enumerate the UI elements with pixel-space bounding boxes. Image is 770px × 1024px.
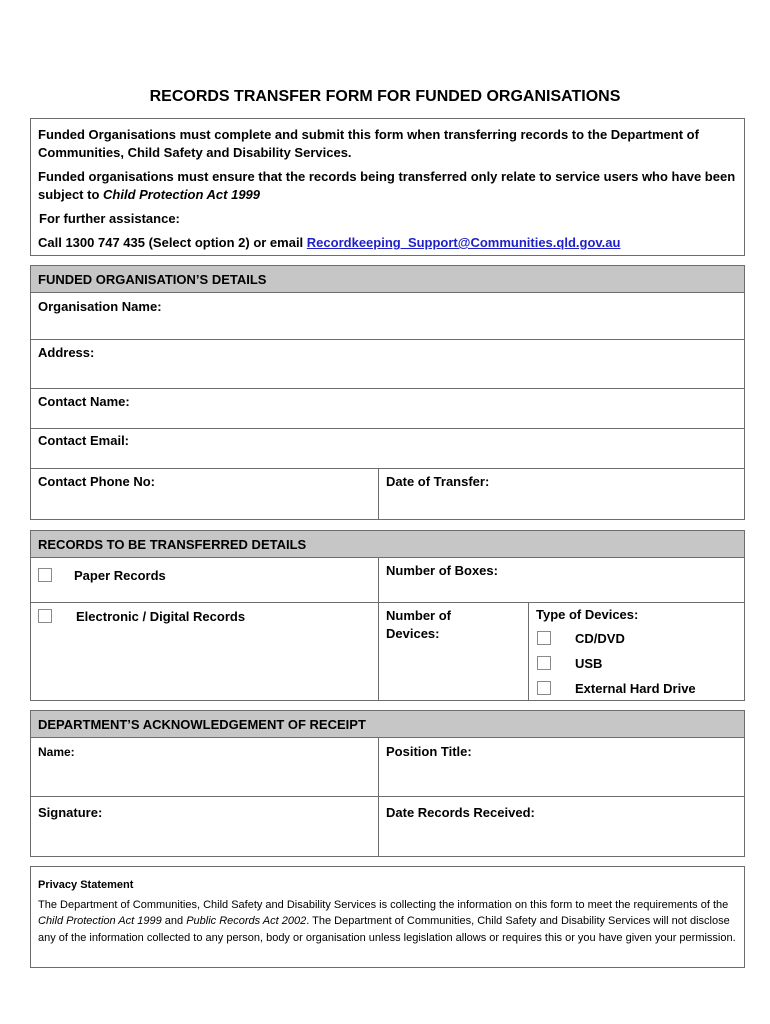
number-of-devices-label-line2: Devices: [386, 626, 440, 641]
support-email-link[interactable]: Recordkeeping_Support@Communities.qld.gov.au [306, 235, 621, 250]
signature-field[interactable] [30, 796, 379, 857]
date-of-transfer-label: Date of Transfer: [386, 474, 490, 489]
cd-dvd-checkbox[interactable] [537, 631, 551, 645]
date-records-received-label: Date Records Received: [386, 805, 535, 820]
privacy-text-part-2: and [161, 915, 187, 927]
external-hard-drive-label: External Hard Drive [575, 681, 696, 696]
assistance-label: For further assistance: [39, 211, 180, 226]
intro-box [30, 118, 745, 256]
usb-checkbox[interactable] [537, 656, 551, 670]
contact-line [38, 234, 737, 252]
privacy-text [38, 897, 737, 947]
org-name-field[interactable] [30, 292, 745, 340]
form-title: RECORDS TRANSFER FORM FOR FUNDED ORGANISATIONS [149, 88, 621, 105]
contact-phone-field[interactable] [30, 468, 379, 520]
date-of-transfer-field[interactable] [378, 468, 745, 520]
paper-records-checkbox[interactable] [38, 568, 52, 582]
contact-email-label: Contact Email: [38, 433, 130, 448]
external-hard-drive-checkbox[interactable] [537, 681, 551, 695]
intro-act-name: Child Protection Act 1999 [103, 187, 261, 202]
intro-paragraph-2-text: Funded organisations must ensure that the records being transferred only relate to service users who have been subject to [38, 169, 736, 202]
section-heading-ack: DEPARTMENT’S ACKNOWLEDGEMENT OF RECEIPT [30, 710, 745, 738]
cd-dvd-label: CD/DVD [575, 631, 625, 646]
position-title-field[interactable] [378, 737, 745, 797]
electronic-records-label: Electronic / Digital Records [76, 609, 246, 624]
privacy-act-1: Child Protection Act 1999 [38, 915, 162, 927]
section-heading-org: FUNDED ORGANISATION’S DETAILS [30, 265, 745, 293]
signature-label: Signature: [38, 805, 103, 820]
electronic-records-checkbox[interactable] [38, 609, 52, 623]
number-of-devices-field[interactable] [378, 602, 529, 701]
contact-name-label: Contact Name: [38, 394, 130, 409]
privacy-heading: Privacy Statement [38, 879, 134, 891]
contact-name-field[interactable] [30, 388, 745, 429]
number-of-devices-label-line1: Number of [386, 608, 451, 623]
date-records-received-field[interactable] [378, 796, 745, 857]
paper-records-label: Paper Records [74, 568, 166, 583]
ack-name-field[interactable] [30, 737, 379, 797]
number-of-boxes-label: Number of Boxes: [386, 563, 498, 578]
address-field[interactable] [30, 339, 745, 389]
contact-phone-label: Contact Phone No: [38, 474, 155, 489]
contact-email-field[interactable] [30, 428, 745, 469]
type-of-devices-label: Type of Devices: [536, 607, 639, 622]
position-title-label: Position Title: [386, 744, 472, 759]
org-name-label: Organisation Name: [38, 299, 162, 314]
intro-paragraph-2 [38, 168, 737, 204]
privacy-text-part-3: . The Department of Communities, Child Safety and Disability Services will not disclose any of the information collected to any person, body or organisation unless legislation allows or requires this or you have given your permission. [38, 915, 736, 944]
section-heading-records: RECORDS TO BE TRANSFERRED DETAILS [30, 530, 745, 558]
privacy-text-part-1: The Department of Communities, Child Safety and Disability Services is collecting the information on this form to meet the requirements of the [38, 898, 729, 911]
ack-name-label: Name: [38, 745, 75, 759]
call-text: Call 1300 747 435 (Select option 2) or email [38, 235, 307, 250]
privacy-statement [30, 866, 745, 968]
usb-label: USB [575, 656, 603, 671]
privacy-act-2: Public Records Act 2002 [186, 915, 307, 927]
address-label: Address: [38, 345, 95, 360]
intro-paragraph-1: Funded Organisations must complete and submit this form when transferring records to the Department of Communities, Child Safety and Disability Services. [38, 127, 699, 160]
number-of-boxes-field[interactable] [378, 557, 745, 603]
